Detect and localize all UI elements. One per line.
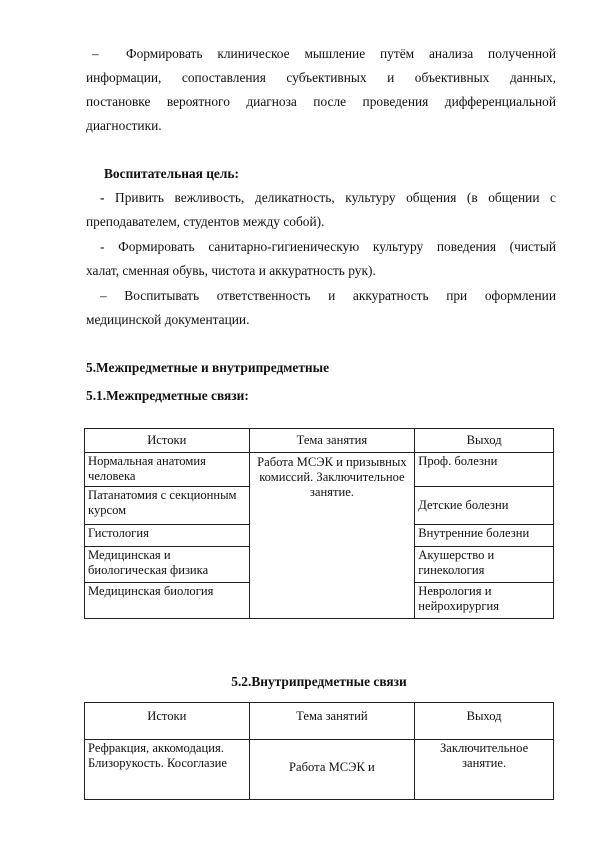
table-header-cell: Тема занятий — [249, 703, 415, 740]
output-cell: Акушерство и гинекология — [415, 547, 554, 583]
intradisciplinary-table — [84, 702, 554, 800]
source-cell: Патанатомия с секционным курсом — [85, 487, 250, 525]
goal-item3-line2: медицинской документации. — [86, 312, 250, 327]
bullet-clinical-thinking-line2: информации, сопоставления субъективных и объективных данных, — [86, 70, 556, 85]
goal-item1-line1 — [100, 186, 556, 210]
source-cell: Медицинская и биологическая физика — [85, 547, 250, 583]
goal-item1-line2: преподавателем, студентов между собой). — [86, 214, 325, 229]
table-row — [85, 740, 554, 800]
paragraph-text: Привить вежливость, деликатность, культуру общения (в общении с — [115, 190, 556, 205]
table-row — [85, 453, 554, 487]
dash: – — [92, 46, 99, 61]
bullet-clinical-thinking-line4: диагностики. — [86, 118, 162, 133]
bullet-clinical-thinking-line1 — [86, 42, 556, 66]
output-cell: Проф. болезни — [415, 453, 554, 487]
interdisciplinary-table — [84, 428, 554, 619]
output-cell: Неврология и нейрохирургия — [415, 583, 554, 619]
goal-item2-line1: - Формировать санитарно-гигиеническую культуру поведения (чистый — [100, 239, 556, 254]
table-header-cell: Истоки — [85, 429, 250, 453]
topic-cell: Работа МСЭК и призывных комиссий. Заключительное занятие. — [249, 453, 415, 619]
table-header-row — [85, 703, 554, 740]
table-header-cell: Выход — [415, 429, 554, 453]
table-header-row — [85, 429, 554, 453]
output-cell: Внутренние болезни — [415, 525, 554, 547]
section5-heading: 5.Межпредметные и внутрипредметные — [86, 360, 330, 375]
source-cell: Нормальная анатомия человека — [85, 453, 250, 487]
section5-1-heading: 5.1.Межпредметные связи: — [86, 388, 249, 403]
bullet-clinical-thinking-line3: постановке вероятного диагноза после проведения дифференциальной — [86, 94, 556, 109]
topic-cell: Работа МСЭК и — [249, 740, 415, 800]
table-header-cell: Истоки — [85, 703, 250, 740]
table-header-cell: Выход — [415, 703, 554, 740]
output-cell: Заключительное занятие. — [415, 740, 554, 800]
source-cell: Медицинская биология — [85, 583, 250, 619]
dash: - — [100, 190, 105, 205]
table-header-cell: Тема занятия — [249, 429, 415, 453]
section5-2-heading: 5.2.Внутрипредметные связи — [231, 674, 407, 689]
source-cell: Рефракция, аккомодация. Близорукость. Косоглазие — [85, 740, 250, 800]
paragraph-text: Формировать клиническое мышление путём анализа полученной — [126, 46, 556, 61]
output-cell: Детские болезни — [415, 487, 554, 525]
source-cell: Гистология — [85, 525, 250, 547]
goal-item3-line1: – Воспитывать ответственность и аккуратность при оформлении — [100, 288, 556, 303]
goal-item2-line2: халат, сменная обувь, чистота и аккуратность рук). — [86, 263, 376, 278]
educational-goal-heading: Воспитательная цель: — [104, 166, 239, 181]
